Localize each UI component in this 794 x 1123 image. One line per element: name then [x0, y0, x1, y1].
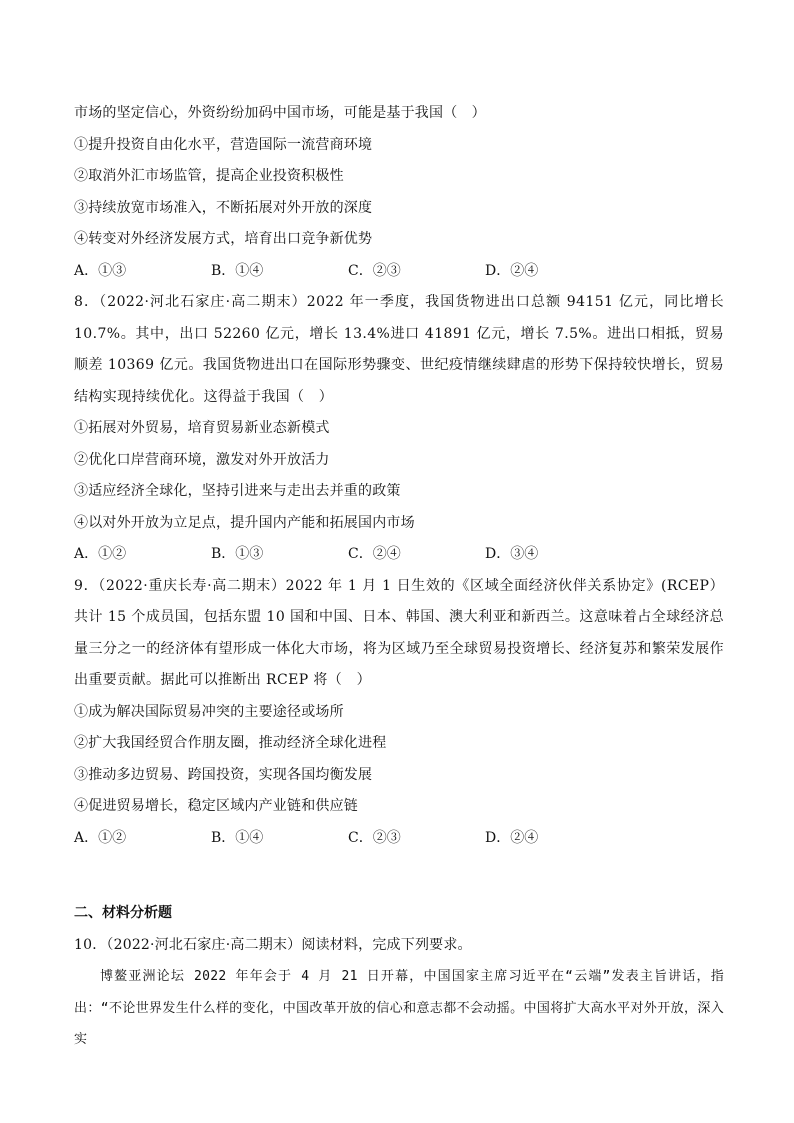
- q9-options: [74, 823, 724, 855]
- q9-option-c: C．②③: [348, 829, 401, 846]
- q7-option-a: A．①③: [74, 262, 127, 279]
- q7-item-2: ②取消外汇市场监管，提高企业投资积极性: [74, 168, 344, 184]
- q9-option-b: B．①④: [211, 829, 264, 846]
- q9-option-a: A．①②: [74, 829, 127, 846]
- q7-options: [74, 256, 724, 288]
- q8-item-1: ①拓展对外贸易，培育贸易新业态新模式: [74, 420, 330, 436]
- q8-option-a: A．①②: [74, 546, 127, 562]
- q8-option-c: C．②④: [348, 546, 401, 562]
- q8-options: [74, 539, 724, 571]
- q7-item-4: ④转变对外经济发展方式，培育出口竞争新优势: [74, 231, 373, 247]
- section-gap: [74, 854, 724, 898]
- section-title: 二、材料分析题: [74, 905, 172, 921]
- q7-item-3: ③持续放宽市场准入，不断拓展对外开放的深度: [74, 199, 373, 216]
- q8-item-3: ③适应经济全球化，坚持引进来与走出去并重的政策: [74, 483, 401, 499]
- q8-option-d: D．③④: [485, 546, 539, 562]
- q9-stem: 9．（2022·重庆长寿·高二期末）2022 年 1 月 1 日生效的《区域全面经济伙伴关系协定》(RCEP）共计 15 个成员国，包括东盟 10 国和中国、日本、韩国、澳大利亚和新西兰。这意味着占全球经济总量三分之一的经济体有望形成一体化大市场，将为区域乃至全球贸易投资增长、经济复苏和繁荣发展作出重要贡献。据此可以推断出 RCEP 将（ ）: [74, 577, 724, 688]
- q7-option-d: D．②④: [485, 262, 539, 279]
- q7-stem-tail: 市场的坚定信心，外资纷纷加码中国市场，可能是基于我国（ ）: [74, 105, 486, 121]
- q9-item-2: ②扩大我国经贸合作朋友圈，推动经济全球化进程: [74, 735, 387, 751]
- q9-item-1: ①成为解决国际贸易冲突的主要途径或场所: [74, 703, 344, 720]
- q7-option-c: C．②③: [348, 262, 401, 279]
- q9-item-3: ③推动多边贸易、跨国投资，实现各国均衡发展: [74, 766, 373, 783]
- q8-option-b: B．①③: [211, 546, 264, 562]
- q8-item-2: ②优化口岸营商环境，激发对外开放活力: [74, 451, 330, 468]
- q10-material: 博鳌亚洲论坛 2022 年年会于 4 月 21 日开幕，中国国家主席习近平在“云端”发表主旨讲话，指出：“不论世界发生什么样的变化，中国改革开放的信心和意志都不会动摇。中国将扩大高水平对外开放，深入实: [74, 969, 724, 1047]
- q8-stem: 8．（2022·河北石家庄·高二期末）2022 年一季度，我国货物进出口总额 94151 亿元，同比增长 10.7%。其中，出口 52260 亿元，增长 13.4%进口 41891 亿元，增长 7.5%。进出口相抵，贸易顺差 10369 亿元。我国货物进出口在国际形势骤变、世纪疫情继续肆虐的形势下保持较快增长，贸易结构实现持续优化。这得益于我国（ ）: [74, 294, 724, 405]
- q9-item-4: ④促进贸易增长，稳定区域内产业链和供应链: [74, 798, 358, 814]
- q10-stem: 10．（2022·河北石家庄·高二期末）阅读材料，完成下列要求。: [74, 936, 472, 953]
- q7-option-b: B．①④: [211, 262, 264, 279]
- q7-item-1: ①提升投资自由化水平，营造国际一流营商环境: [74, 136, 373, 153]
- document-page: [74, 98, 724, 1056]
- q8-item-4: ④以对外开放为立足点，提升国内产能和拓展国内市场: [74, 514, 415, 531]
- q9-option-d: D．②④: [485, 829, 539, 846]
